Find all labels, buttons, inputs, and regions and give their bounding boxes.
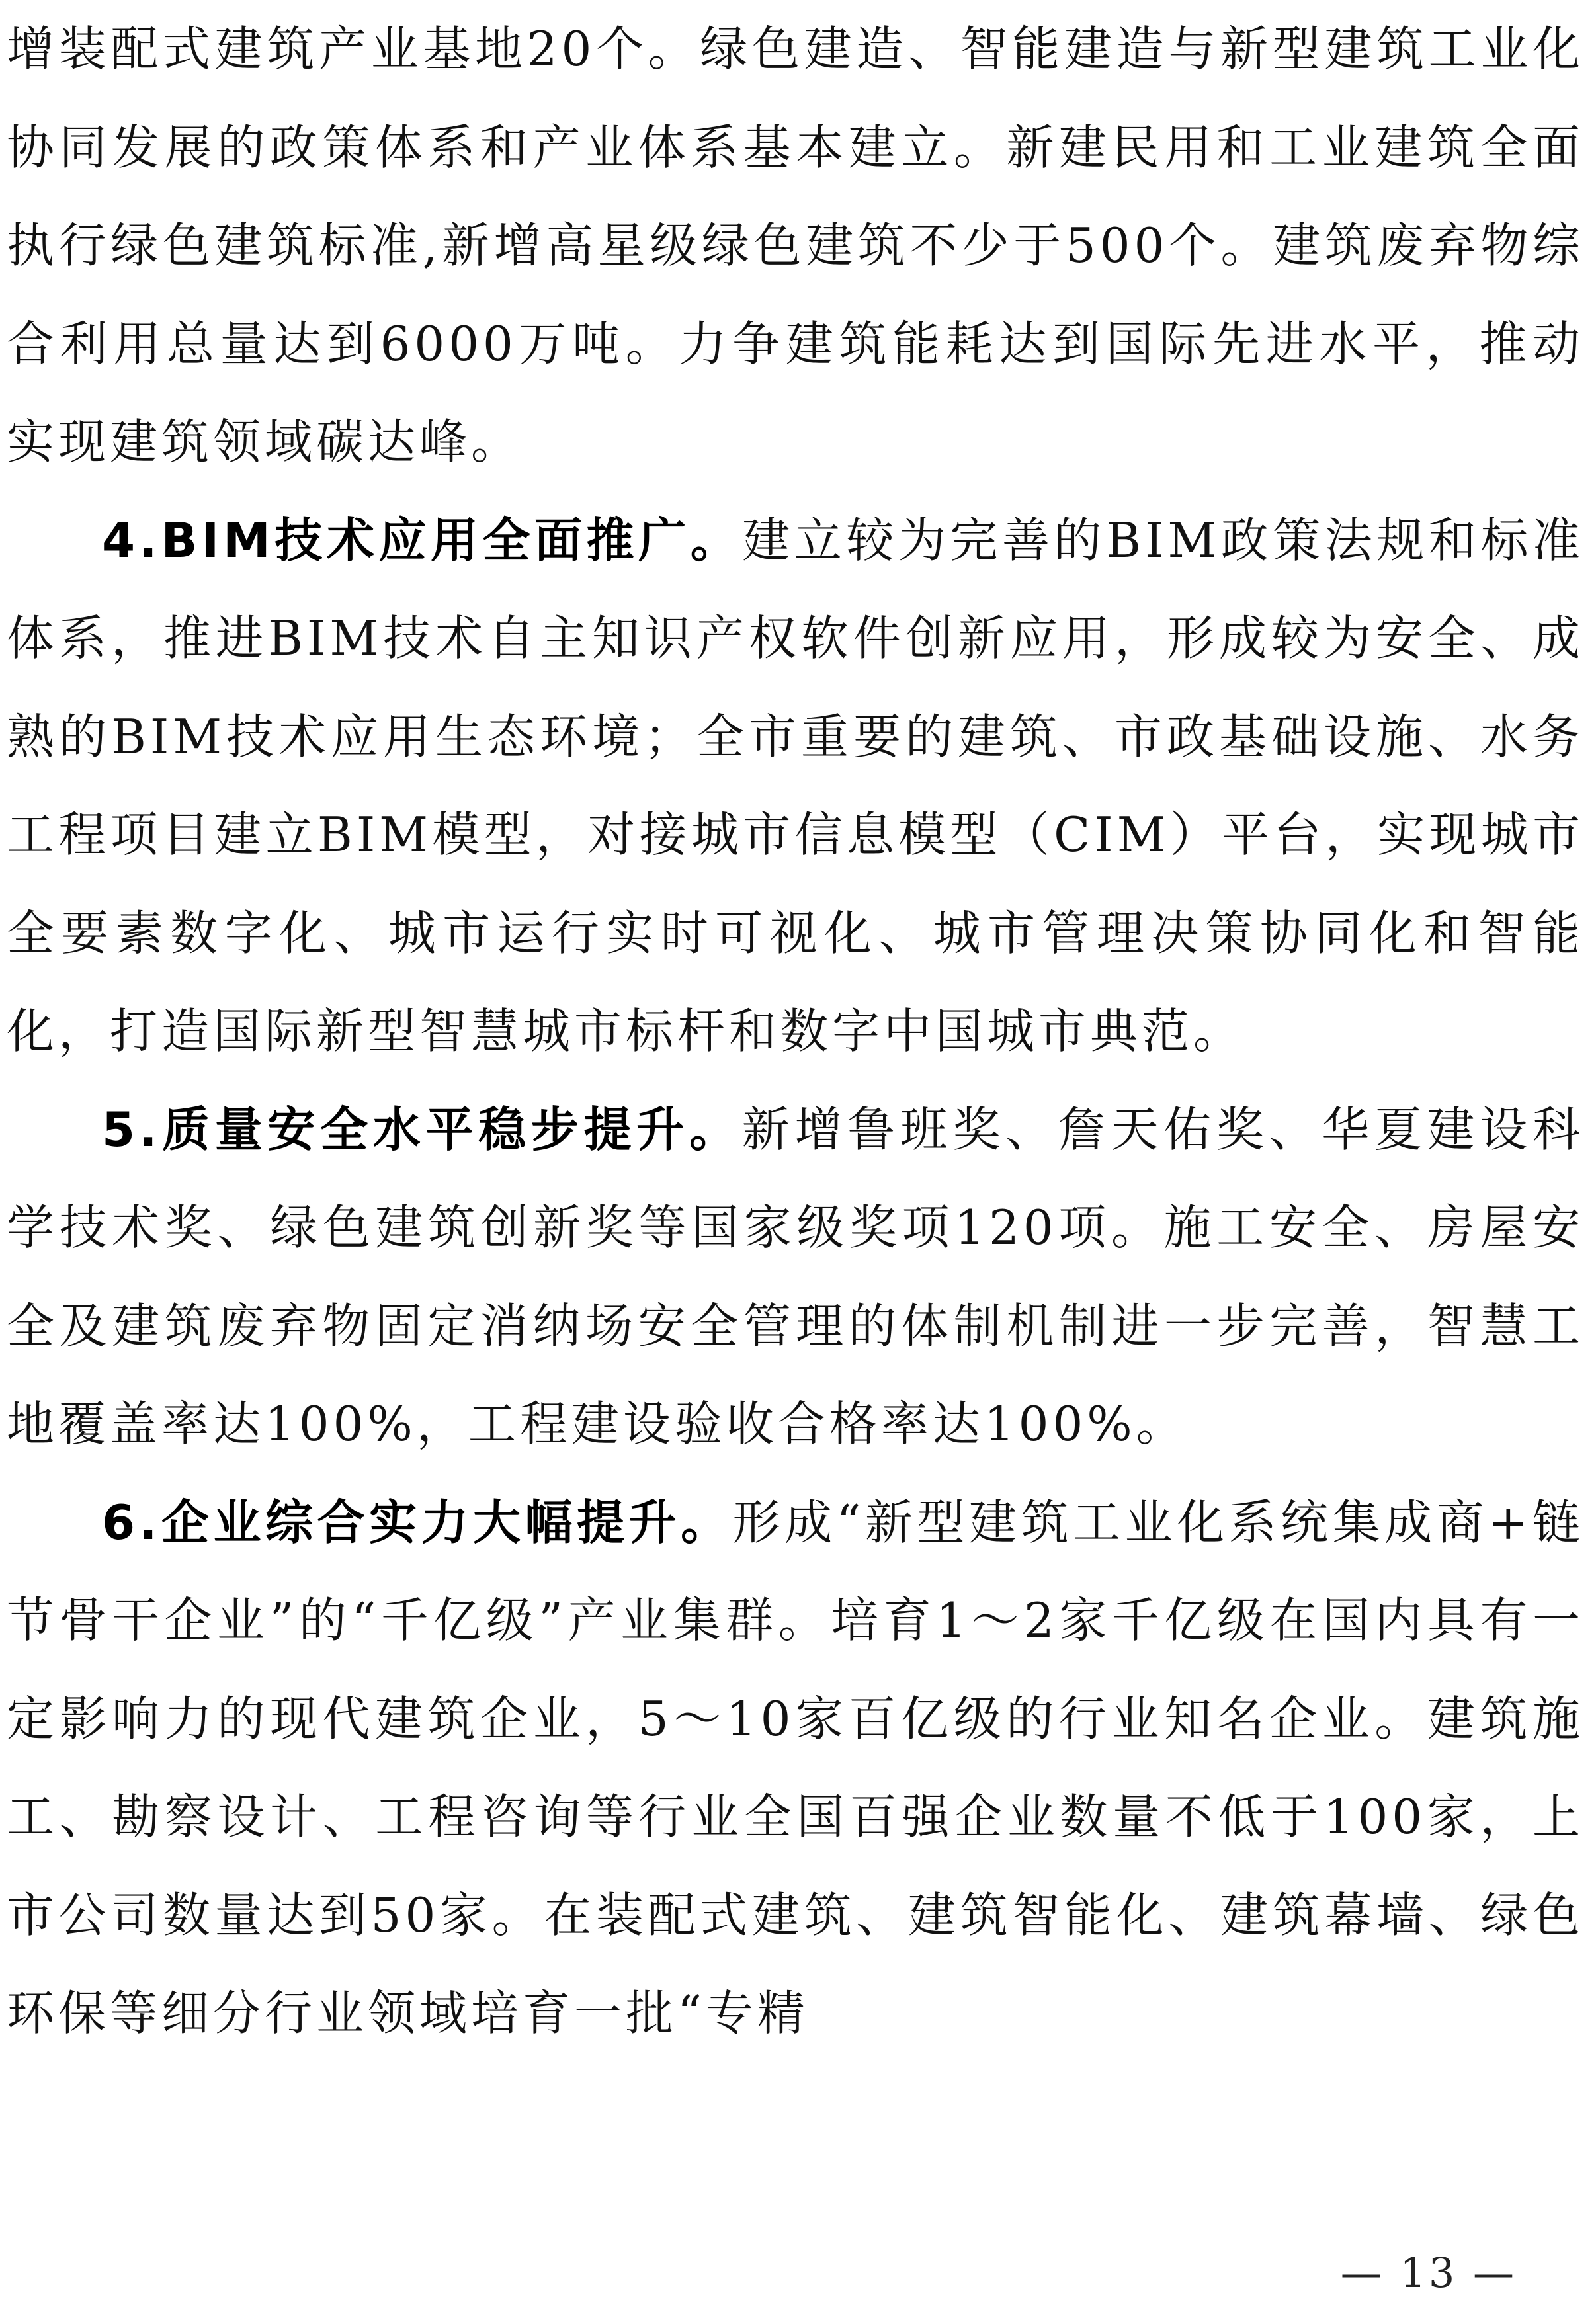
section-heading-bim: 4.BIM技术应用全面推广。 [102,512,743,568]
paragraph-text: 建立较为完善的BIM政策法规和标准体系，推进BIM技术自主知识产权软件创新应用，形成较为安全、成熟的BIM技术应用生态环境；全市重要的建筑、市政基础设施、水务工程项目建立BIM模型，对接城市信息模型（CIM）平台，实现城市全要素数字化、城市运行实时可视化、城市管理决策协同化和智能化，打造国际新型智慧城市标杆和数字中国城市典范。 [7,512,1584,1059]
paragraph-text: 增装配式建筑产业基地20个。绿色建造、智能建造与新型建筑工业化协同发展的政策体系和产业体系基本建立。新建民用和工业建筑全面执行绿色建筑标准,新增高星级绿色建筑不少于500个。建筑废弃物综合利用总量达到6000万吨。力争建筑能耗达到国际先进水平，推动实现建筑领域碳达峰。 [7,21,1584,470]
section-heading-enterprise: 6.企业综合实力大幅提升。 [102,1494,733,1550]
paragraph-quality-safety [7,1081,1584,1473]
page-number: — 13 — [1340,2249,1517,2297]
paragraph-enterprise [7,1473,1584,2063]
section-heading-quality-safety: 5.质量安全水平稳步提升。 [102,1101,742,1157]
paragraph-bim [7,491,1584,1081]
document-body [7,0,1584,2063]
paragraph-text: 形成“新型建筑工业化系统集成商+链节骨干企业”的“千亿级”产业集群。培育1～2家千亿级在国内具有一定影响力的现代建筑企业，5～10家百亿级的行业知名企业。建筑施工、勘察设计、工程咨询等行业全国百强企业数量不低于100家，上市公司数量达到50家。在装配式建筑、建筑智能化、建筑幕墙、绿色环保等细分行业领域培育一批“专精 [7,1494,1584,2041]
paragraph-text: 新增鲁班奖、詹天佑奖、华夏建设科学技术奖、绿色建筑创新奖等国家级奖项120项。施工安全、房屋安全及建筑废弃物固定消纳场安全管理的体制机制进一步完善，智慧工地覆盖率达100%，工程建设验收合格率达100%。 [7,1101,1584,1452]
paragraph-carryover [7,0,1584,491]
